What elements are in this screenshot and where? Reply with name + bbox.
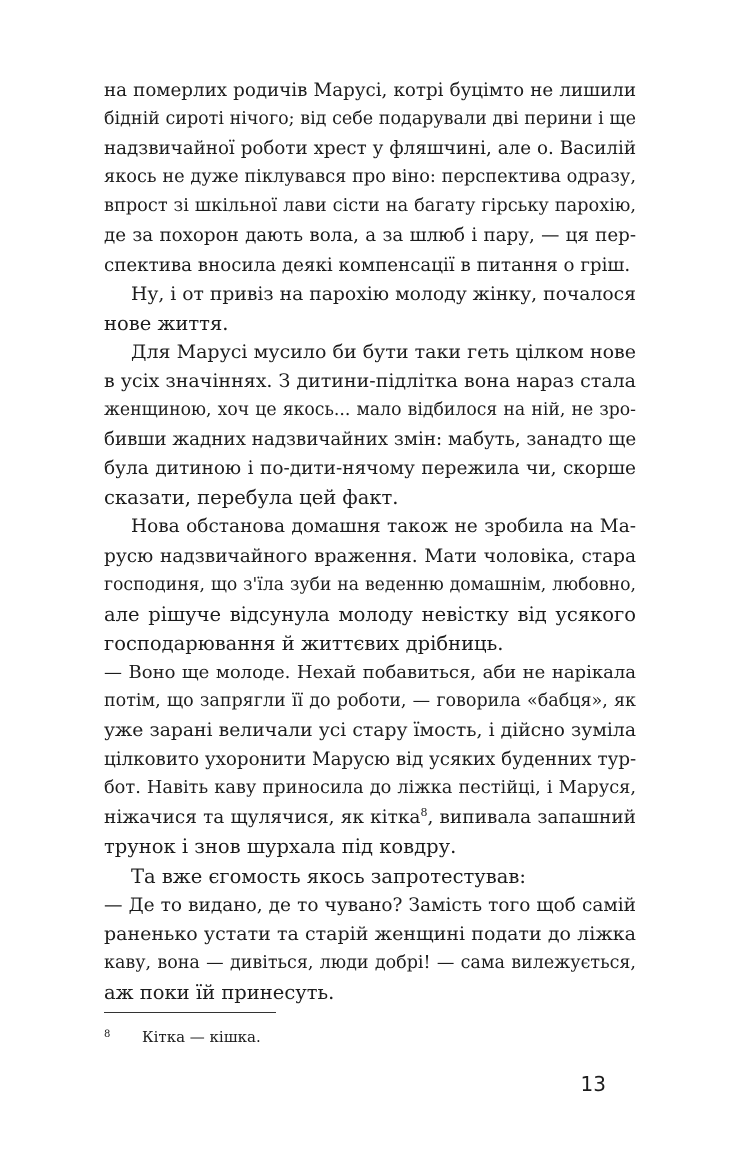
footnote <box>104 1025 636 1047</box>
text-line: сказати, перебула цей факт. <box>104 486 399 510</box>
text-line: нове життя. <box>104 311 229 335</box>
text-line: бивши жадних надзвичайних змін: мабуть, занадто ще <box>104 429 637 451</box>
paragraph-start-line: Ну, і от привіз на парохію молоду жінку, почалося <box>131 283 636 305</box>
paragraph-start-line: Нова обстанова домашня також не зробила на Ма- <box>131 516 636 538</box>
footnote-number: 8 <box>104 1029 111 1040</box>
text-line: русю надзвичайного враження. Мати чоловіка, стара <box>104 545 636 567</box>
text-line: женщиною, хоч це якось... мало відбилося на ній, не зро- <box>104 400 636 421</box>
text-line: господарювання й життєвих дрібниць. <box>104 631 504 655</box>
footnote-text: Кітка — кішка. <box>142 1028 261 1046</box>
text-line-with-footnote <box>104 803 636 832</box>
text-line: раненько устати та старій женщині подати до ліжка <box>104 922 636 945</box>
text-line: була дитиною і по-дити-нячому пережила чи, скорше <box>104 458 636 480</box>
text-line: надзвичайної роботи хрест у фляшчині, але о. Василій <box>104 138 636 160</box>
paragraph-start-line: Та вже єгомость якось запротестував: <box>131 864 526 888</box>
text-line: цілковито ухоронити Марусю від усяких буденних тур- <box>104 749 637 771</box>
text-line: спектива вносила деякі компенсації в питання о гріш. <box>104 254 631 276</box>
text-line: але рішуче відсунула молоду невістку від усякого <box>104 602 636 626</box>
text-line: в усіх значіннях. З дитини-підлітка вона нараз стала <box>104 369 636 392</box>
text-line: потім, що запрягли її до роботи, — говорила «бабця», як <box>104 690 636 711</box>
text-line: на померлих родичів Марусі, котрі буцімто не лишили <box>104 80 636 101</box>
text-segment: , випивала запашний <box>427 807 636 829</box>
dialogue-line: — Де то видано, де то чувано? Замість того щоб самій <box>104 894 636 916</box>
text-line: де за похорон дають вола, а за шлюб і пару, — ця пер- <box>104 225 636 247</box>
text-line: бідній сироті нічого; від себе подарували дві перини і ще <box>104 109 636 130</box>
text-line: якось не дуже піклувався про віно: перспектива одразу, <box>104 167 636 188</box>
dialogue-line: — Воно ще молоде. Нехай побавиться, аби не нарікала <box>104 661 636 683</box>
footnote-reference: 8 <box>420 806 428 820</box>
text-line: господиня, що з'їла зуби на веденню домашнім, любовно, <box>104 574 636 595</box>
text-line: трунок і знов шурхала під ковдру. <box>104 835 457 859</box>
body-text <box>104 76 636 1007</box>
text-segment: ніжачися та щулячися, як кітка <box>104 807 421 829</box>
text-line: уже зарані величали усі стару їмость, і дійсно зуміла <box>104 720 636 742</box>
page-number: 13 <box>580 1072 606 1096</box>
text-line: аж поки їй принесуть. <box>104 980 335 1004</box>
text-line: каву, вона — дивіться, люди добрі! — сама вилежується, <box>104 952 636 973</box>
paragraph-start-line: Для Марусі мусило би бути таки геть цілком нове <box>131 340 636 363</box>
text-line: бот. Навіть каву приносила до ліжка пестійці, і Маруся, <box>104 778 636 799</box>
text-line: впрост зі шкільної лави сісти на багату гірську парохію, <box>104 196 636 217</box>
footnote-divider <box>104 1012 276 1013</box>
